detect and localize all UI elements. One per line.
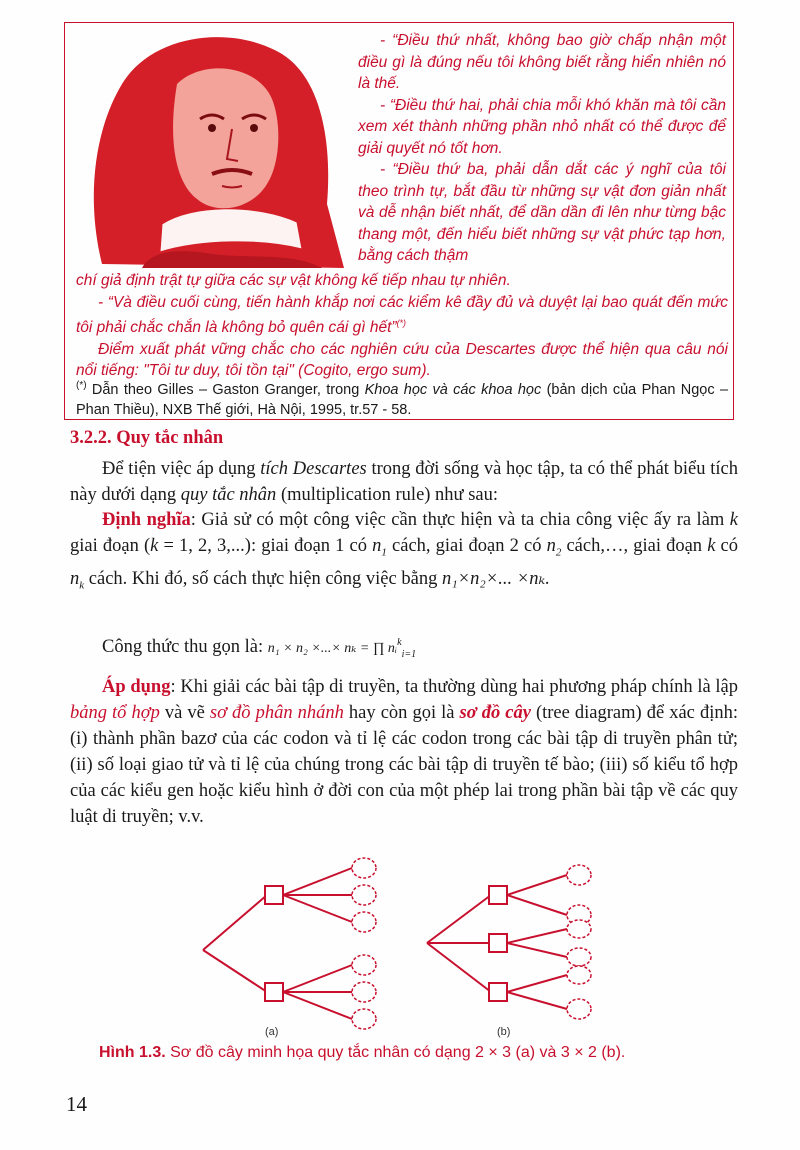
- section-title: 3.2.2. Quy tắc nhân: [70, 428, 224, 448]
- diagram-label-b: (b): [497, 1026, 511, 1038]
- quote-cogito: Điểm xuất phát vững chắc cho các nghiên cứu của Descartes được thể hiện qua câu nói nổi tiếng: "Tôi tư duy, tôi tồn tại" (Cogito, ergo sum).: [76, 340, 728, 380]
- quote-column: [358, 30, 726, 267]
- tree-diagram: [195, 855, 615, 1040]
- footnote: (*) Dẫn theo Gilles – Gaston Granger, trong Khoa học và các khoa học (bản dịch của Phan Ngọc – Phan Thiều), NXB Thế giới, Hà Nội, 1995, tr.57 - 58.: [76, 380, 729, 418]
- paragraph-application: Áp dụng: Khi giải các bài tập di truyền, ta thường dùng hai phương pháp chính là lập bảng tổ hợp và vẽ sơ đồ phân nhánh hay còn gọi là sơ đồ cây (tree diagram) để xác định: (i) thành phần bazơ của các codon và tỉ lệ các codon trong các bài tập di truyền phân tử; (ii) số loại giao tử và tỉ lệ của chúng trong các bài tập di truyền tế bào; (iii) số kiểu tổ hợp của các kiểu gen hoặc kiểu hình ở đời con của một phép lai trong phần bài tập về các quy luật di truyền; v.v.: [70, 677, 738, 827]
- descartes-portrait: [82, 24, 344, 268]
- paragraph-definition: Định nghĩa: Giả sử có một công việc cần thực hiện và ta chia công việc ấy ra làm k giai đoạn (k = 1, 2, 3,...): giai đoạn 1 có $n_1$ cách, giai đoạn 2 có $n_2$ cách,…, giai đoạn k có $n_k$ cách. Khi đó, số cách thực hiện công việc bằng n₁×n₂×... ×nₖ.: [70, 510, 739, 592]
- quote-rule-4: - “Và điều cuối cùng, tiến hành khắp nơi các kiểm kê đầy đủ và duyệt lại bao quát đến mức tôi phải chắc chắn là không bỏ quên cái gì hết”(*): [76, 293, 728, 337]
- quote-rule-3: - “Điều thứ ba, phải dẫn dắt các ý nghĩ của tôi theo trình tự, bắt đầu từ những sự vật đơn giản nhất và dễ nhận biết nhất, để dần dần đi lên như từng bậc thang một, đến hiểu biết những sự vật phức tạp hơn, bằng cách thậm: [358, 161, 726, 264]
- paragraph-formula: Công thức thu gọn là: n₁ × n₂ ×...× nₖ = ∏ nᵢ$^k_{i=1}$: [102, 637, 417, 660]
- quote-rule-3-cont: chí giả định trật tự giữa các sự vật không kế tiếp nhau tự nhiên.: [76, 272, 511, 289]
- quote-fullwidth: [76, 270, 728, 382]
- diagram-label-a: (a): [265, 1026, 279, 1038]
- product-expression: n₁×n₂×... ×nₖ.: [441, 568, 550, 589]
- quote-rule-1: - “Điều thứ nhất, không bao giờ chấp nhận một điều gì là đúng nếu tôi không biết rằng hiển nhiên nó là thế.: [358, 32, 726, 92]
- page-number: 14: [66, 1092, 87, 1116]
- figure-caption: Hình 1.3. Sơ đồ cây minh họa quy tắc nhân có dạng 2 × 3 (a) và 3 × 2 (b).: [99, 1044, 626, 1061]
- formula: n₁ × n₂ ×...× nₖ = ∏ nᵢ: [267, 641, 398, 657]
- quote-rule-2: - “Điều thứ hai, phải chia mỗi khó khăn mà tôi cần xem xét thành những phần nhỏ nhất có thể được để giải quyết nó tốt hơn.: [358, 96, 726, 157]
- paragraph-intro: Để tiện việc áp dụng tích Descartes trong đời sống và học tập, ta có thể phát biểu tích này dưới dạng quy tắc nhân (multiplication rule) như sau:: [70, 459, 738, 505]
